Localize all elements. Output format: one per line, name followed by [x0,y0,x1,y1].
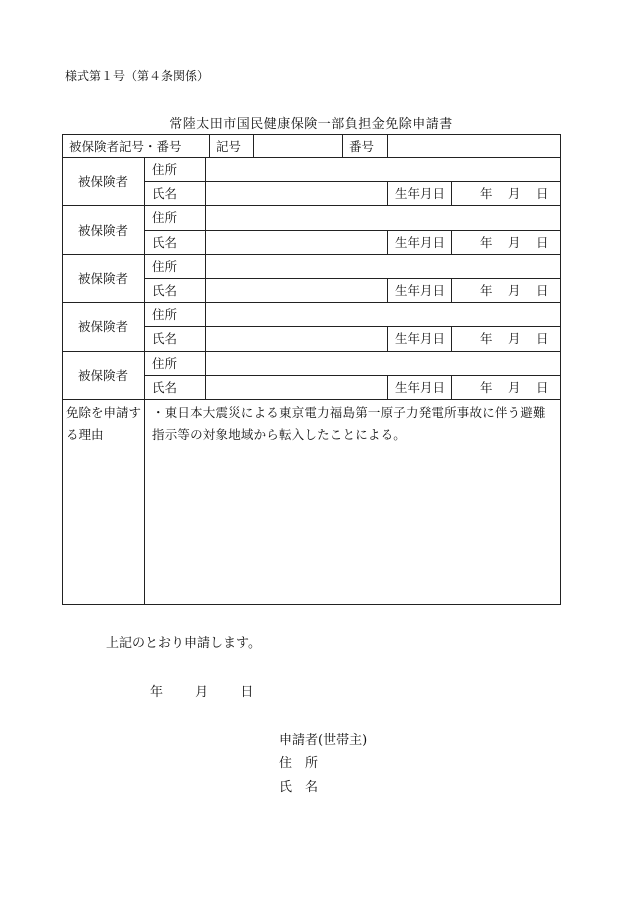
birthdate-label: 生年月日 [395,234,446,250]
applicant-address-label: 住 所 [279,756,319,771]
address-field[interactable] [206,157,561,181]
birthdate-field[interactable] [452,278,560,302]
declaration-text: 上記のとおり申請します。 [106,636,261,651]
insured-id-label: 被保険者記号・番号 [69,139,182,154]
birth-day-label: 日 [536,186,549,202]
birth-month-label: 月 [508,379,521,395]
address-field[interactable] [206,254,561,278]
insured-person-label: 被保険者 [77,319,128,335]
birthdate-field[interactable] [452,326,560,350]
name-field[interactable] [206,375,387,399]
date-month-label: 月 [195,685,209,700]
insured-person-label: 被保険者 [77,270,128,286]
address-field[interactable] [206,205,561,229]
address-label: 住所 [152,307,178,323]
address-label: 住所 [152,258,178,274]
insured-person-label: 被保険者 [77,174,128,190]
birth-month-label: 月 [508,234,521,250]
name-label: 氏名 [152,283,178,299]
name-field[interactable] [206,230,387,254]
name-label: 氏名 [152,234,178,250]
insured-person-label: 被保険者 [77,367,128,383]
address-label: 住所 [152,210,178,226]
insured-person-label: 被保険者 [77,222,128,238]
birth-day-label: 日 [536,331,549,347]
birthdate-label: 生年月日 [395,283,446,299]
form-number: 様式第１号（第４条関係） [65,69,210,83]
birth-year-label: 年 [480,186,493,202]
application-date[interactable] [150,681,253,700]
name-field[interactable] [206,326,387,350]
birth-day-label: 日 [536,379,549,395]
birth-year-label: 年 [480,331,493,347]
document-title: 常陸太田市国民健康保険一部負担金免除申請書 [169,117,453,132]
reason-label: 免除を申請する理由 [66,405,142,442]
number-label: 番号 [349,139,375,154]
reason-text[interactable]: ・東日本大震災による東京電力福島第一原子力発電所事故に伴う避難指示等の対象地域から転入したことによる。 [152,405,546,442]
address-field[interactable] [206,302,561,326]
symbol-label: 記号 [216,139,242,154]
applicant-heading: 申請者(世帯主) [279,733,368,748]
birthdate-field[interactable] [452,181,560,205]
symbol-field[interactable] [254,135,342,157]
name-label: 氏名 [152,331,178,347]
birth-month-label: 月 [508,186,521,202]
birth-month-label: 月 [508,331,521,347]
date-day-label: 日 [240,685,254,700]
date-year-label: 年 [150,685,164,700]
name-label: 氏名 [152,186,178,202]
applicant-name-label: 氏 名 [279,780,319,795]
birth-day-label: 日 [536,234,549,250]
birthdate-label: 生年月日 [395,331,446,347]
address-label: 住所 [152,355,178,371]
address-field[interactable] [206,351,561,375]
birth-year-label: 年 [480,234,493,250]
birth-year-label: 年 [480,379,493,395]
number-field[interactable] [388,135,560,157]
birth-day-label: 日 [536,283,549,299]
address-label: 住所 [152,162,178,178]
birthdate-field[interactable] [452,375,560,399]
birthdate-label: 生年月日 [395,379,446,395]
name-label: 氏名 [152,379,178,395]
birth-year-label: 年 [480,283,493,299]
name-field[interactable] [206,181,387,205]
birthdate-field[interactable] [452,230,560,254]
birthdate-label: 生年月日 [395,186,446,202]
birth-month-label: 月 [508,283,521,299]
name-field[interactable] [206,278,387,302]
